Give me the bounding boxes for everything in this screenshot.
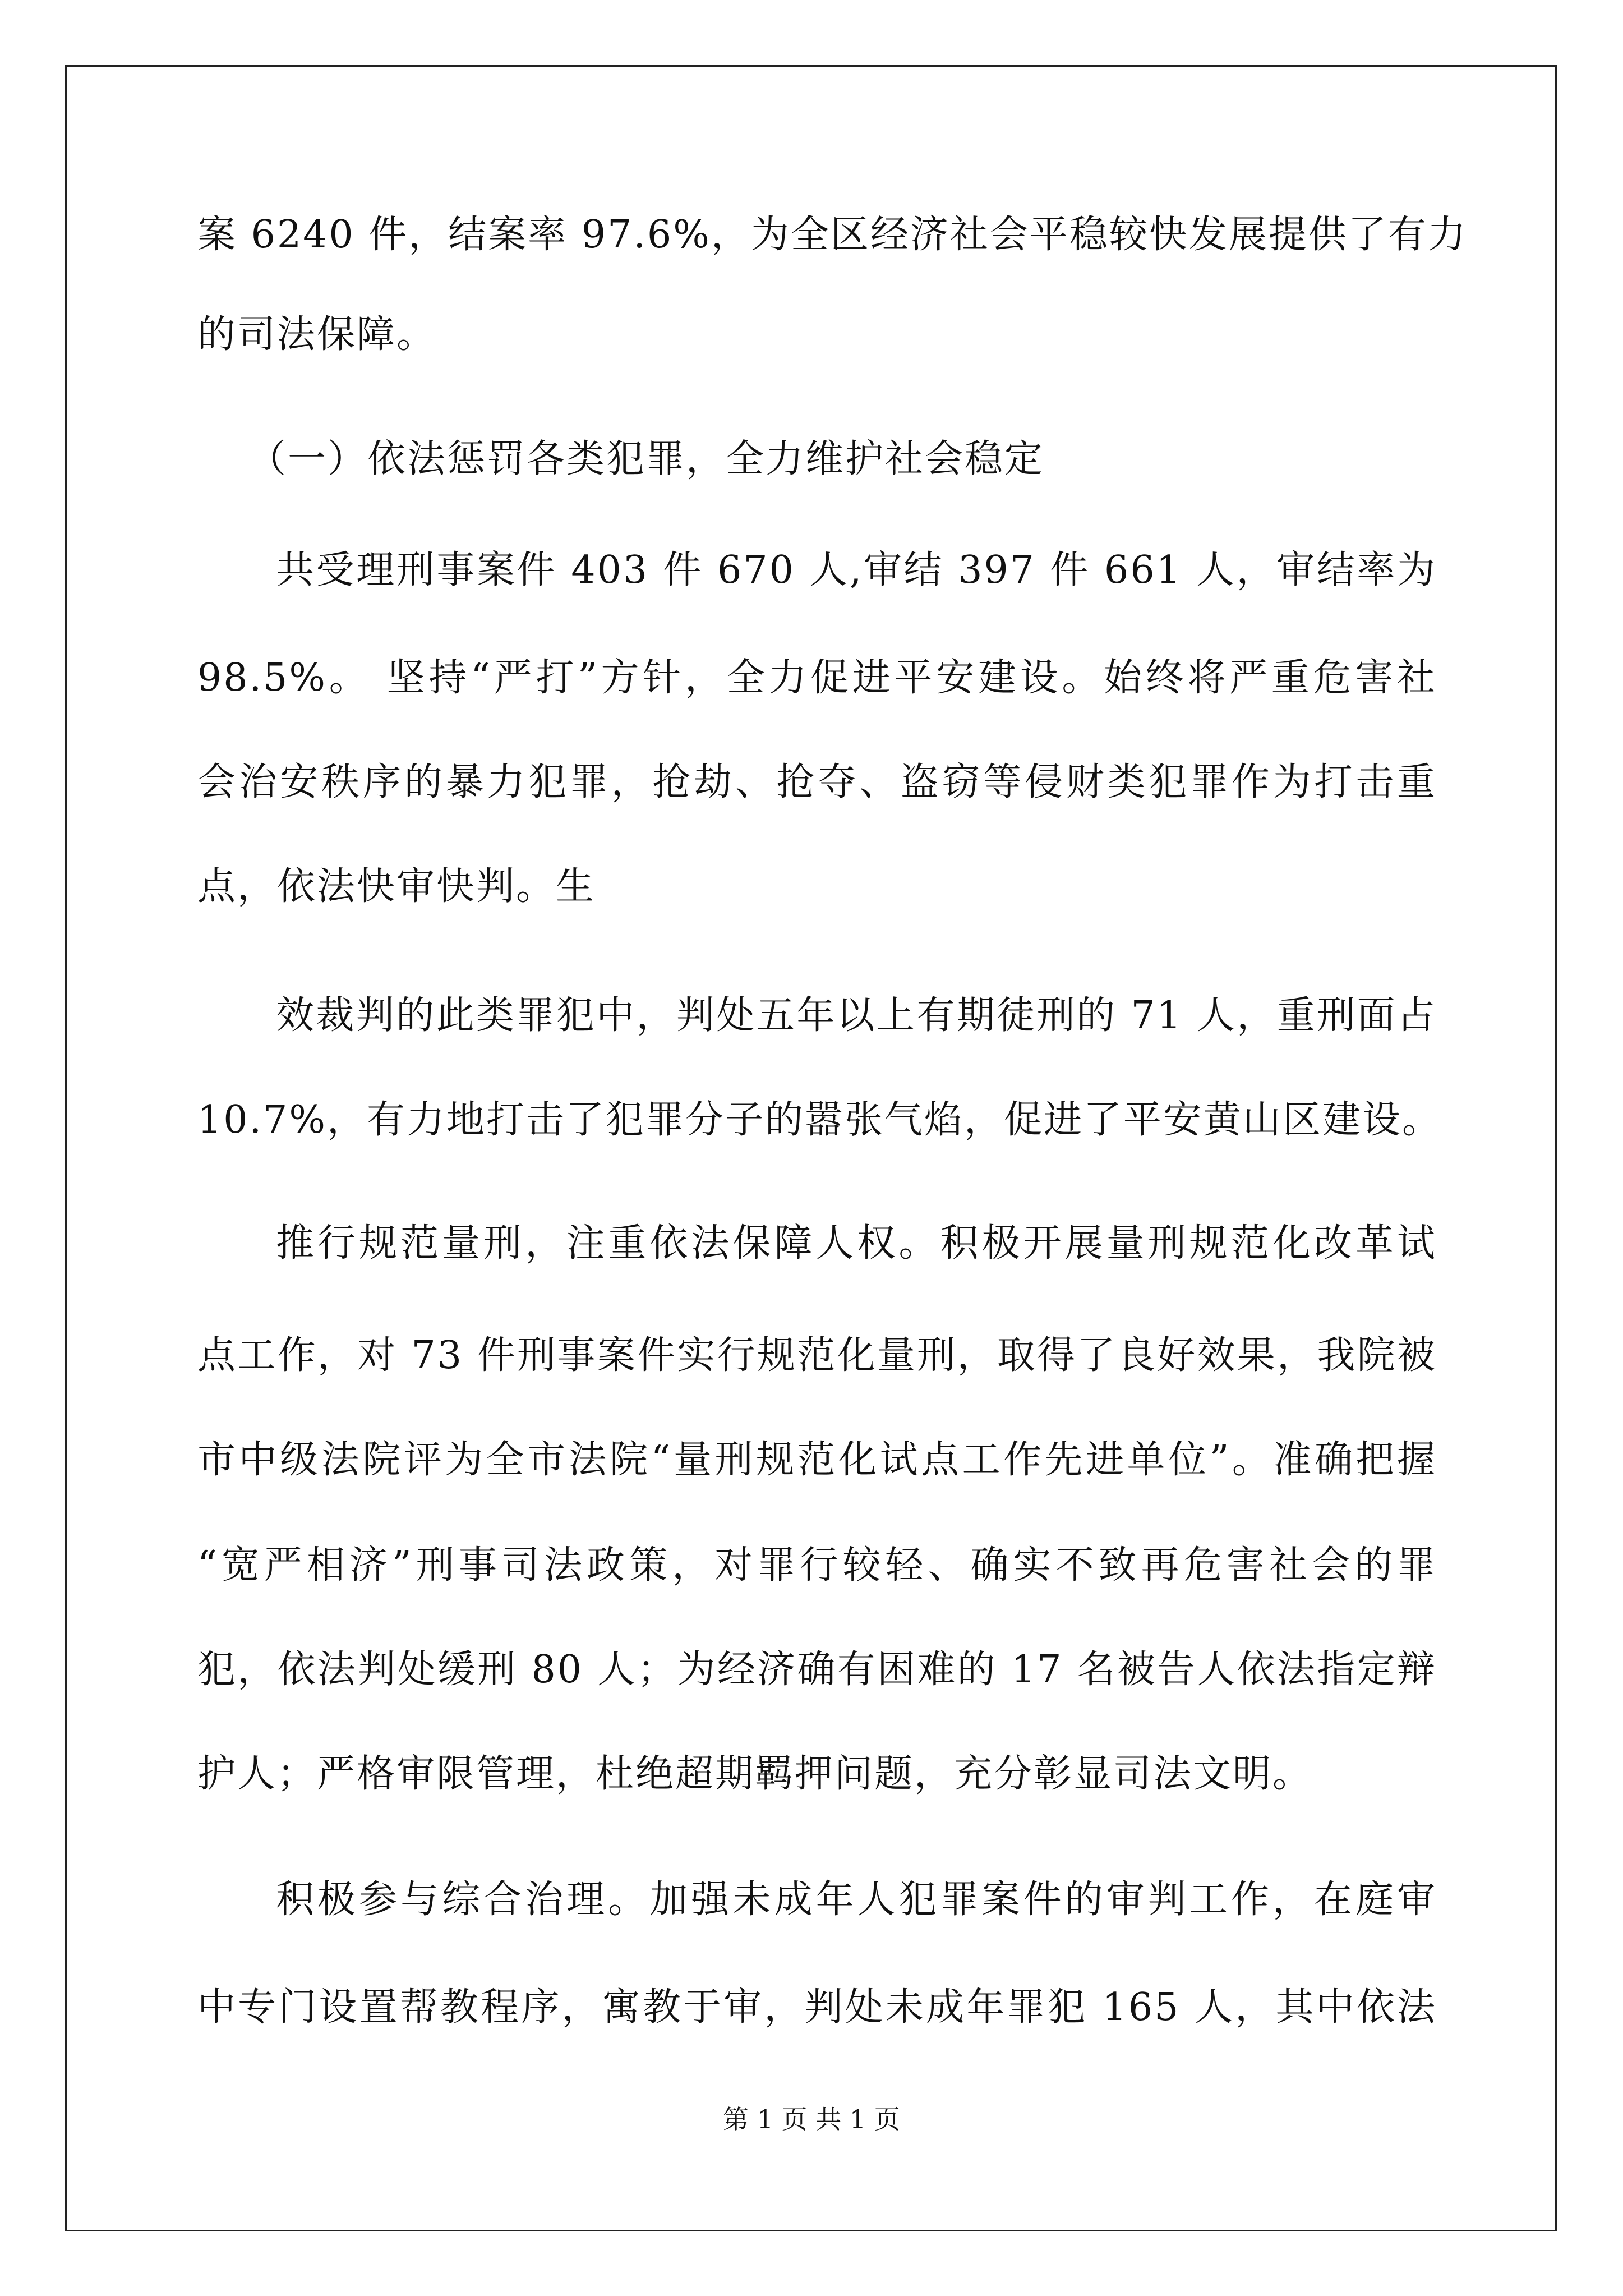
text-line-6: 会治安秩序的暴力犯罪，抢劫、抢夺、盗窃等侵财类犯罪作为打击重 bbox=[197, 760, 1437, 804]
text-line-9: 10.7%，有力地打击了犯罪分子的嚣张气焰，促进了平安黄山区建设。 bbox=[197, 1098, 1442, 1142]
section-heading: （一）依法惩罚各类犯罪，全力维护社会稳定 bbox=[248, 437, 1045, 481]
text-line-14: 犯，依法判处缓刑 80 人；为经济确有困难的 17 名被告人依法指定辩 bbox=[197, 1648, 1437, 1692]
text-line-17: 中专门设置帮教程序，寓教于审，判处未成年罪犯 165 人，其中依法 bbox=[197, 1985, 1437, 2030]
text-line-12: 市中级法院评为全市法院“量刑规范化试点工作先进单位”。准确把握 bbox=[197, 1438, 1437, 1482]
text-line-13: “宽严相济”刑事司法政策，对罪行较轻、确实不致再危害社会的罪 bbox=[197, 1543, 1437, 1588]
text-line-8: 效裁判的此类罪犯中，判处五年以上有期徒刑的 71 人，重刑面占 bbox=[276, 993, 1437, 1038]
text-line-15: 护人；严格审限管理，杜绝超期羁押问题，充分彰显司法文明。 bbox=[197, 1752, 1313, 1796]
text-line-4: 共受理刑事案件 403 件 670 人,审结 397 件 661 人，审结率为 bbox=[276, 548, 1437, 592]
text-line-10: 推行规范量刑，注重依法保障人权。积极开展量刑规范化改革试 bbox=[276, 1221, 1437, 1266]
text-line-11: 点工作，对 73 件刑事案件实行规范化量刑，取得了良好效果，我院被 bbox=[197, 1333, 1437, 1378]
page-footer: 第 1 页 共 1 页 bbox=[723, 2104, 900, 2134]
text-line-1: 案 6240 件，结案率 97.6%，为全区经济社会平稳较快发展提供了有力 bbox=[197, 213, 1468, 257]
text-line-7: 点，依法快审快判。生 bbox=[197, 864, 596, 909]
text-line-16: 积极参与综合治理。加强未成年人犯罪案件的审判工作，在庭审 bbox=[276, 1878, 1437, 1922]
text-line-2: 的司法保障。 bbox=[197, 312, 437, 357]
text-line-5: 98.5%。 坚持“严打”方针，全力促进平安建设。始终将严重危害社 bbox=[197, 656, 1437, 700]
